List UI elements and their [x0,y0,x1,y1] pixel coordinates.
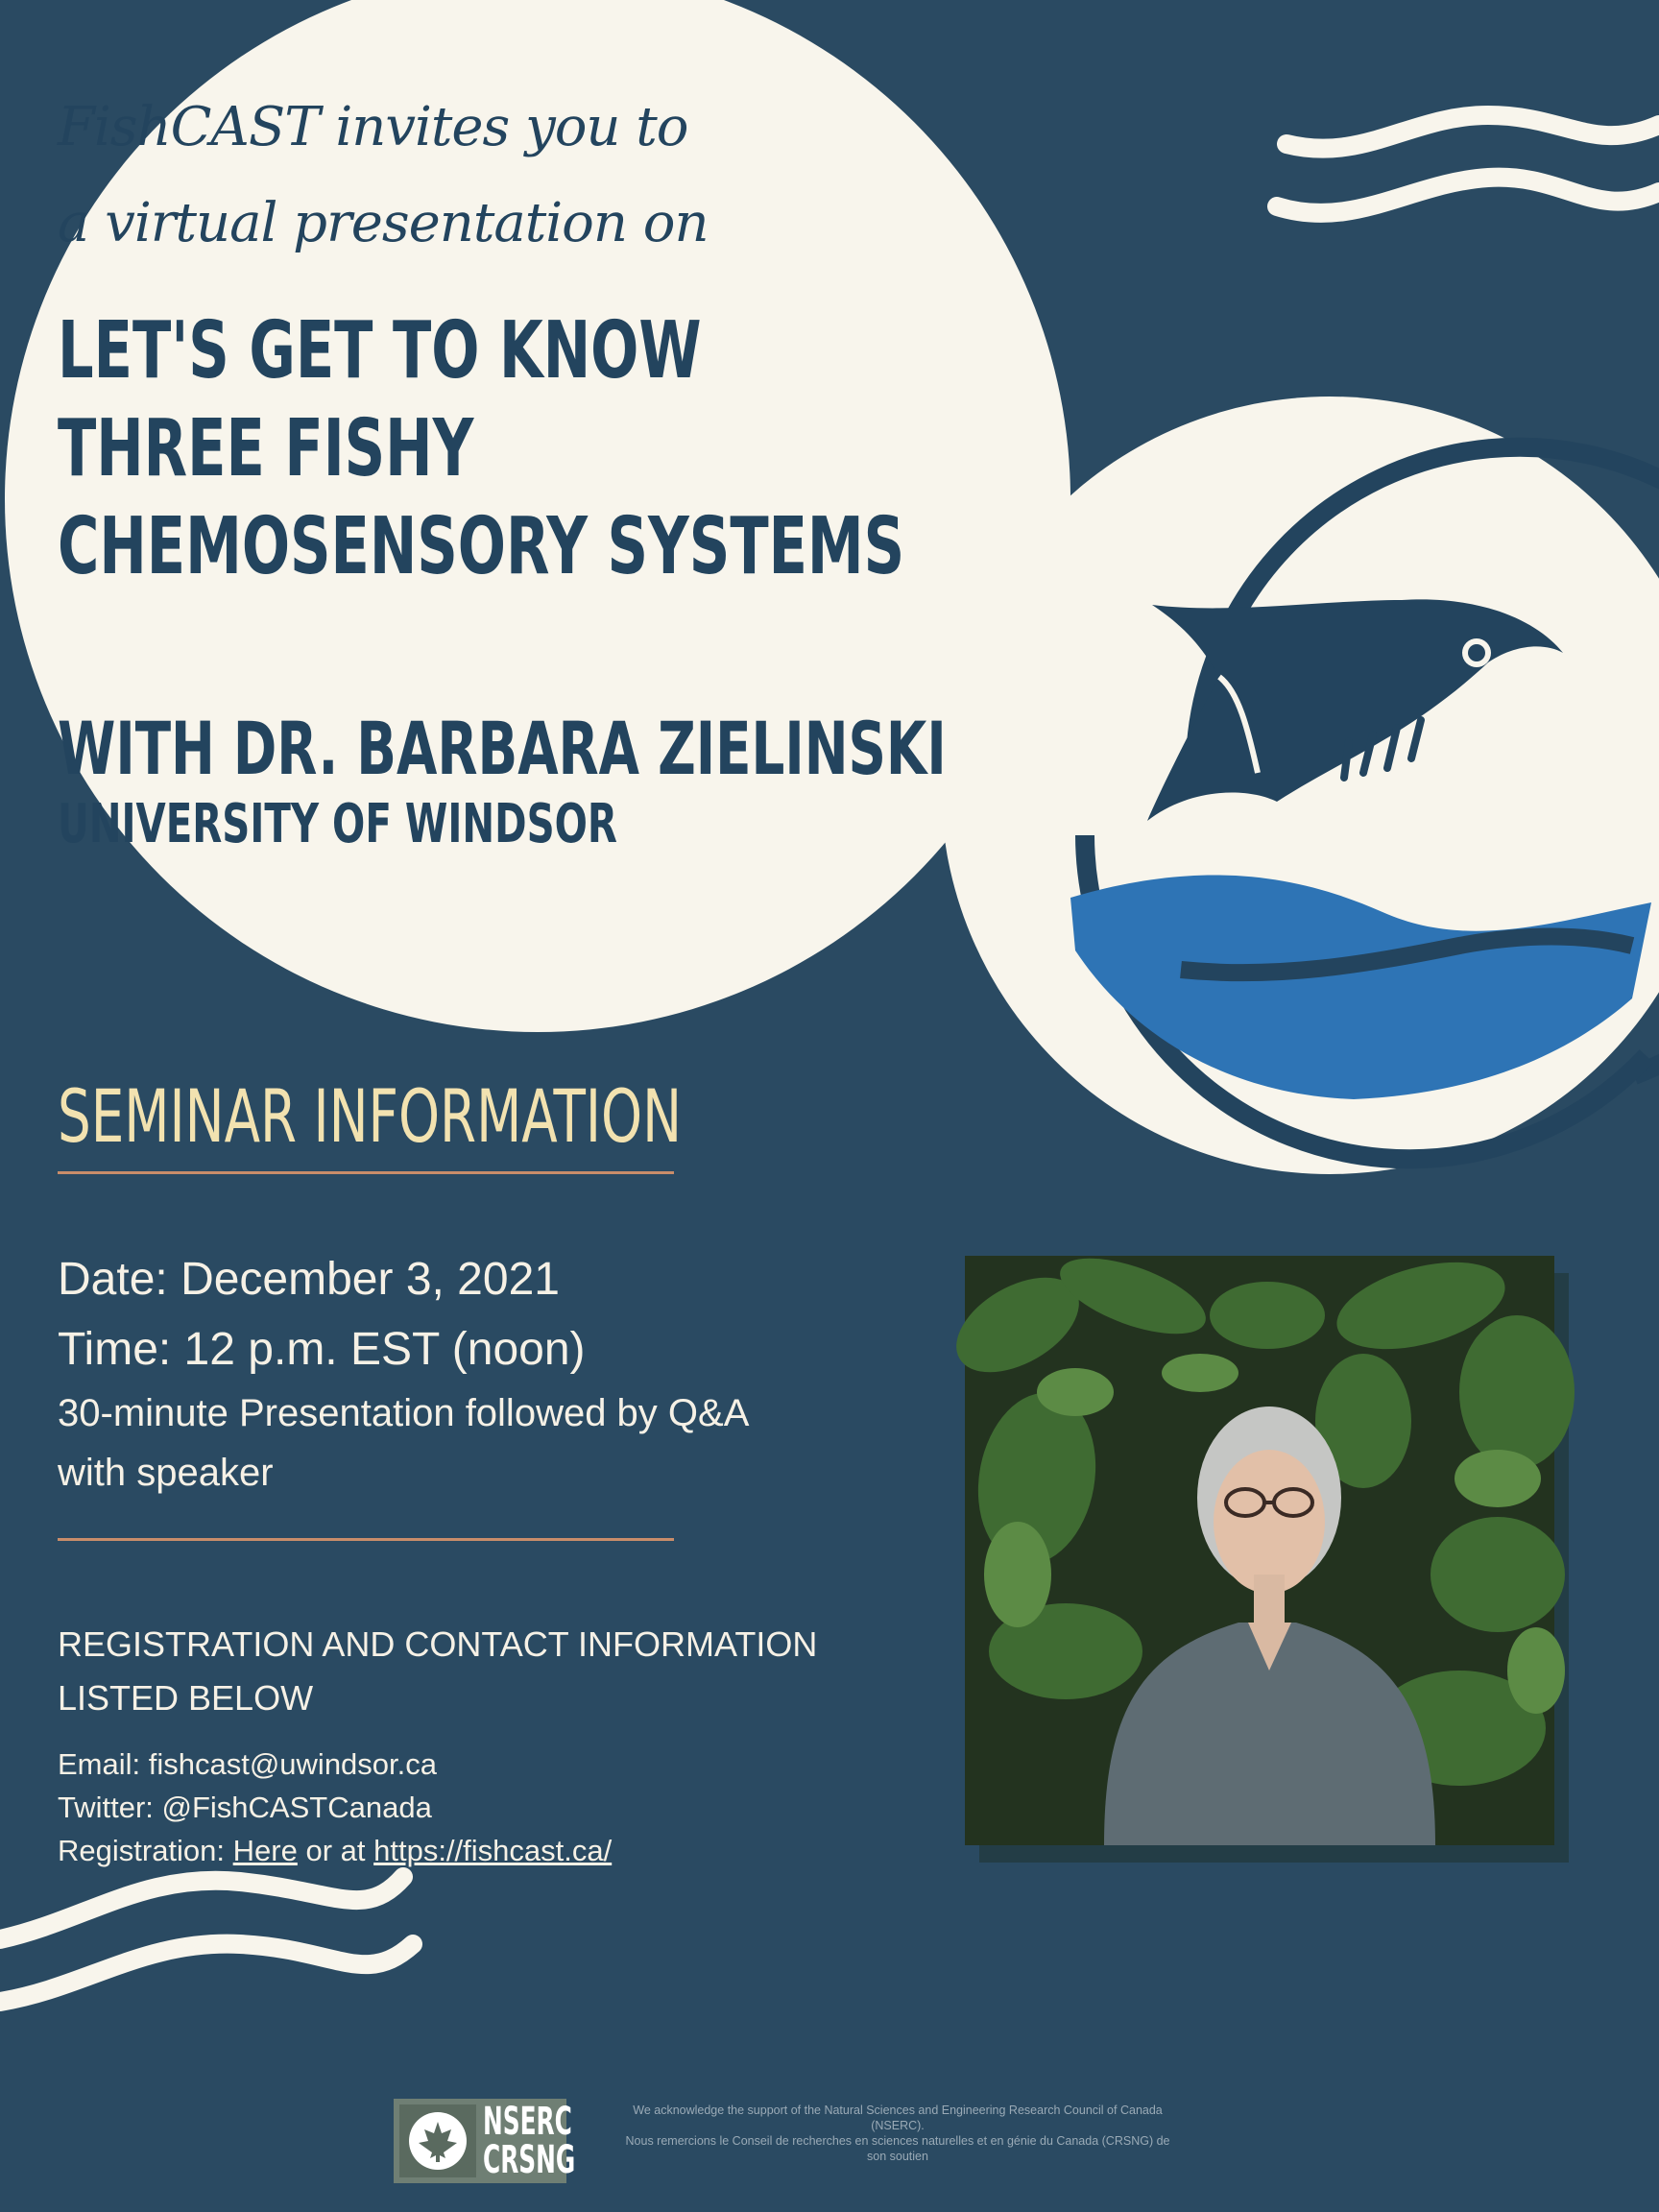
seminar-format-1: 30-minute Presentation followed by Q&A [58,1392,750,1434]
title-line-3: CHEMOSENSORY SYSTEMS [58,501,905,592]
registration-here-link[interactable]: Here [232,1834,298,1867]
speaker-affiliation: UNIVERSITY OF WINDSOR [58,793,617,855]
ack-fr-2: son soutien [867,2150,928,2163]
ack-en-1: We acknowledge the support of the Natural Sciences and Engineering Research Council of Canada [633,2104,1163,2117]
nserc-logo-text [483,2100,576,2182]
heading-rule [58,1171,674,1174]
nserc-logo-line-1: NSERC [483,2100,572,2144]
nserc-logo-line-2: CRSNG [483,2138,576,2182]
registration-heading-2: LISTED BELOW [58,1678,314,1718]
acknowledgement [590,2103,1205,2164]
ack-fr-1: Nous remercions le Conseil de recherches en sciences naturelles et en génie du Canada (CRSNG) de [625,2134,1170,2148]
intro-line-1: FishCAST invites you to [58,96,688,158]
title-line-1: LET'S GET TO KNOW [58,305,702,397]
intro-line-2: a virtual presentation on [58,192,709,254]
registration-label: Registration: [58,1834,233,1867]
speaker-name: WITH DR. BARBARA ZIELINSKI [58,706,947,791]
section-rule [58,1538,674,1541]
seminar-heading: SEMINAR INFORMATION [58,1073,683,1159]
contact-twitter: Twitter: @FishCASTCanada [58,1791,432,1824]
registration-line [58,1834,612,1868]
ack-en-2: (NSERC). [871,2119,925,2132]
title-line-2: THREE FISHY [58,403,474,494]
wave-icon [0,1877,413,2002]
registration-or: or at [297,1834,374,1867]
speaker-photo [940,1242,1575,1863]
contact-email: Email: fishcast@uwindsor.ca [58,1747,438,1781]
fishcast-website-link[interactable]: https://fishcast.ca/ [373,1834,613,1867]
seminar-format-2: with speaker [58,1452,274,1494]
seminar-time: Time: 12 p.m. EST (noon) [58,1324,586,1375]
seminar-date: Date: December 3, 2021 [58,1254,560,1305]
wave-icon [1277,115,1659,213]
registration-heading-1: REGISTRATION AND CONTACT INFORMATION [58,1624,818,1664]
